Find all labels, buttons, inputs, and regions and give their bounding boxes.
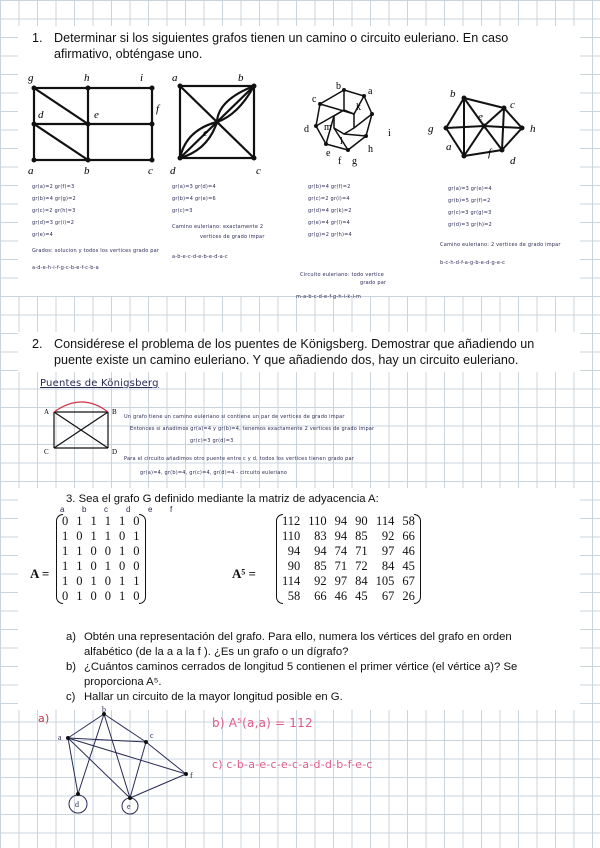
a-cell: 1 (133, 529, 140, 543)
g1-label-e: e (94, 109, 99, 121)
a-cell: 1 (119, 589, 126, 603)
a5-cell: 71 (355, 544, 368, 558)
g1-label-a: a (28, 165, 34, 177)
q3-title-text: Sea el grafo G definido mediante la matriz de adyacencia A: (78, 493, 379, 505)
g4-label-a: a (446, 141, 452, 153)
a-cell: 0 (90, 544, 97, 558)
a5-cell: 84 (355, 574, 368, 588)
a-cell: 1 (133, 574, 140, 588)
q3-number: 3. (66, 493, 76, 505)
a-row (58, 544, 144, 559)
a5-cell: 110 (282, 529, 301, 543)
a-cell: 1 (76, 589, 83, 603)
a-cell: 1 (104, 514, 111, 528)
matrix-a-table (58, 514, 144, 604)
g1-label-f: f (156, 103, 160, 115)
note4-4: Camino euleriano: 2 vertices de grado impar (440, 242, 561, 248)
a-cell: 1 (90, 574, 97, 588)
q1-graph4 (424, 86, 544, 172)
q2-note4: Para el circuito añadimos otro puente entre c y d, todos los vertices tienen grado par (124, 456, 355, 462)
g3-label-a: a (368, 86, 373, 97)
a5-cell: 66 (314, 589, 327, 603)
a-cell: 1 (62, 574, 69, 588)
a5-cell: 110 (308, 514, 327, 528)
q3g-label-e: e (127, 802, 131, 811)
a5-row (278, 529, 419, 544)
g3-label-e: e (326, 148, 331, 159)
q3g-label-b: b (102, 706, 106, 714)
q3-title (66, 492, 379, 507)
col-b: b (82, 505, 87, 514)
note1-1: gr(b)=4 gr(g)=2 (32, 196, 76, 202)
a-cell: 0 (133, 544, 140, 558)
q3g-label-a: a (58, 733, 62, 742)
matrix-a-label: A = (30, 566, 50, 581)
a-cell: 1 (62, 559, 69, 573)
a-cell: 1 (104, 529, 111, 543)
note4-1: gr(b)=5 gr(f)=2 (448, 198, 491, 204)
a5-cell: 72 (355, 559, 368, 573)
g2-label-a: a (172, 72, 178, 84)
a-cell: 1 (76, 514, 83, 528)
a5-row (278, 589, 419, 604)
a-cell: 0 (90, 559, 97, 573)
q3g-label-d: d (75, 800, 79, 809)
a5-cell: 45 (402, 559, 415, 573)
g2-label-b: b (238, 72, 244, 84)
a-cell: 0 (133, 559, 140, 573)
matrix-a5-label: A⁵ = (232, 566, 256, 581)
q2-note5: gr(a)=4, gr(b)=4, gr(c)=4, gr(d)=4 - circuito euleriano (140, 470, 288, 476)
a-cell: 1 (76, 544, 83, 558)
a-cell: 0 (133, 589, 140, 603)
note1-0: gr(a)=2 gr(f)=3 (32, 184, 75, 190)
a-cell: 0 (119, 559, 126, 573)
a-row (58, 589, 144, 604)
a5-row (278, 544, 419, 559)
note2-0: gr(a)=3 gr(d)=4 (172, 184, 216, 190)
note1-2: gr(c)=2 gr(h)=3 (32, 208, 76, 214)
g4-label-h: h (530, 123, 536, 135)
note3-5: Circuito euleriano: todo vertice (300, 272, 384, 278)
col-d: d (126, 505, 131, 514)
q2-number: 2. (32, 337, 43, 351)
a-row (58, 574, 144, 589)
g3-label-i: i (388, 128, 391, 139)
g4-label-b: b (450, 88, 456, 100)
matrix-a (58, 514, 144, 604)
a5-cell: 85 (314, 559, 327, 573)
a-cell: 0 (104, 544, 111, 558)
sub-a-line2: alfabético (de la a a la f ). ¿Es un grafo o un dígrafo? (84, 645, 349, 658)
g1-label-i: i (140, 72, 144, 84)
q2-note1: Un grafo tiene un camino euleriano si contiene un par de vertices de grado impar (124, 414, 345, 420)
note3-2: gr(d)=4 gr(k)=2 (308, 208, 352, 214)
ans-c: c) c-b-a-e-c-e-c-a-d-d-b-f-e-c (212, 758, 373, 771)
sub-a-line1: Obtén una representación del grafo. Para ello, numera los vértices del grafo en orden (84, 631, 512, 643)
q2-note2: Entonces si añadimos gr(a)=4 y gr(b)=4, tenemos exactamente 2 vertices de grado impar (130, 426, 375, 432)
q2-konigsberg-graph (38, 398, 128, 460)
a5-cell: 45 (355, 589, 368, 603)
a5-cell: 71 (334, 559, 348, 573)
q3g-label-c: c (150, 731, 154, 740)
note3-7: m-a-b-c-d-e-f-g-h-i-k-l-m (296, 294, 362, 300)
q1-graph3 (298, 80, 408, 176)
q3g-label-f: f (190, 771, 193, 780)
note4-2: gr(c)=3 gr(g)=3 (448, 210, 492, 216)
a5-cell: 97 (381, 544, 395, 558)
a5-cell: 58 (402, 514, 415, 528)
a5-cell: 84 (381, 559, 395, 573)
a5-cell: 83 (314, 529, 327, 543)
q1-title-line1: Determinar si los siguientes grafos tienen un camino o circuito euleriano. En caso (54, 31, 509, 45)
g1-label-c: c (148, 165, 153, 177)
g4-label-g: g (428, 123, 434, 135)
a-cell: 1 (90, 529, 97, 543)
a5-cell: 94 (334, 529, 348, 543)
ans-b: b) A⁵(a,a) = 112 (212, 716, 313, 730)
a-row (58, 559, 144, 574)
a5-cell: 94 (287, 544, 301, 558)
g4-label-c: c (510, 99, 515, 111)
q1-title (32, 30, 572, 62)
note2-1: gr(b)=4 gr(e)=6 (172, 196, 216, 202)
note1-6: a-d-e-h-i-f-g-c-b-e-f-c-b-a (32, 265, 99, 271)
a5-cell: 46 (402, 544, 415, 558)
note2-2: gr(c)=3 (172, 208, 193, 214)
note1-4: gr(e)=4 (32, 232, 53, 238)
col-e: e (148, 505, 153, 514)
a-row (58, 514, 144, 529)
a5-cell: 92 (314, 574, 327, 588)
g3-label-f: f (338, 156, 342, 167)
a5-cell: 67 (402, 574, 415, 588)
a-cell: 0 (90, 589, 97, 603)
q3-sub-b (66, 660, 571, 689)
a5-cell: 105 (375, 574, 395, 588)
g3-label-l: l (340, 136, 343, 147)
sub-a-letter: a) (66, 631, 77, 643)
note2-4: vertices de grado impar (200, 234, 265, 240)
sub-b-line1: ¿Cuántos caminos cerrados de longitud 5 contienen el primer vértice (el vértice a)? Se (84, 661, 518, 673)
g1-label-d: d (38, 109, 44, 121)
g3-label-g: g (352, 156, 357, 167)
a-cell: 0 (119, 529, 126, 543)
q1-graph1 (22, 70, 172, 180)
a5-row (278, 559, 419, 574)
note1-3: gr(d)=3 gr(i)=2 (32, 220, 75, 226)
a5-row (278, 574, 419, 589)
a5-cell: 58 (287, 589, 301, 603)
a5-cell: 112 (282, 514, 301, 528)
a-cell: 1 (62, 529, 69, 543)
q1-title-line2: afirmativo, obténgase uno. (54, 47, 203, 61)
a5-cell: 66 (402, 529, 415, 543)
g3-label-m: m (324, 122, 332, 133)
q3-sub-c (66, 690, 571, 705)
a5-cell: 94 (314, 544, 327, 558)
a5-cell: 92 (381, 529, 395, 543)
q3-answer-graph (56, 706, 206, 826)
a-cell: 0 (104, 574, 111, 588)
q2-label-a: A (44, 408, 50, 416)
g4-label-e: e (478, 111, 483, 123)
q1-number: 1. (32, 31, 43, 45)
a5-cell: 94 (334, 514, 348, 528)
sub-b-line2: proporciona A⁵. (84, 675, 162, 688)
note4-3: gr(d)=3 gr(h)=2 (448, 222, 492, 228)
q2-label-d: D (112, 448, 118, 456)
q2-note3: gr(c)=3 gr(d)=3 (190, 438, 234, 444)
ans-a-label: a) (38, 712, 50, 725)
note3-4: gr(g)=2 gr(h)=4 (308, 232, 352, 238)
a5-cell: 97 (334, 574, 348, 588)
g3-label-c: c (312, 94, 317, 105)
q2-heading: Puentes de Königsberg (40, 378, 159, 389)
matrix-a5-table (278, 514, 419, 604)
note4-0: gr(a)=3 gr(e)=4 (448, 186, 492, 192)
g2-label-c: c (256, 165, 261, 177)
a5-cell: 26 (402, 589, 415, 603)
sub-c-line: Hallar un circuito de la mayor longitud posible en G. (84, 691, 343, 703)
g3-label-d: d (304, 124, 309, 135)
col-c: c (104, 505, 108, 514)
q2-title-line1: Considérese el problema de los puentes de Königsberg. Demostrar que añadiendo un (54, 337, 535, 351)
a-cell: 1 (104, 559, 111, 573)
note3-0: gr(b)=4 gr(f)=2 (308, 184, 351, 190)
g2-label-e: e (203, 127, 208, 139)
a-cell: 1 (119, 514, 126, 528)
g3-label-b: b (336, 81, 341, 92)
sub-b-letter: b) (66, 661, 77, 673)
a-cell: 1 (119, 574, 126, 588)
note3-1: gr(c)=2 gr(i)=4 (308, 196, 350, 202)
a5-cell: 90 (355, 514, 368, 528)
a-cell: 1 (62, 544, 69, 558)
g1-label-b: b (84, 165, 90, 177)
g1-label-g: g (28, 72, 34, 84)
q2-label-b: B (112, 408, 117, 416)
note4-5: b-c-h-d-f-a-g-b-e-d-g-e-c (440, 260, 506, 266)
sub-c-letter: c) (66, 691, 76, 703)
note3-6: grado par (360, 280, 387, 286)
a-cell: 1 (76, 559, 83, 573)
q2-title (32, 336, 572, 368)
a-row (58, 529, 144, 544)
g3-label-k: k (356, 102, 361, 113)
q2-label-c: C (44, 448, 49, 456)
note3-3: gr(e)=4 gr(l)=4 (308, 220, 351, 226)
a-cell: 0 (62, 514, 69, 528)
a5-cell: 46 (334, 589, 348, 603)
g3-label-h: h (368, 144, 373, 155)
a-cell: 0 (104, 589, 111, 603)
a-cell: 1 (119, 544, 126, 558)
g2-label-d: d (170, 165, 176, 177)
a5-cell: 114 (282, 574, 301, 588)
a-cell: 0 (133, 514, 140, 528)
note2-3: Camino euleriano: exactamente 2 (172, 224, 264, 230)
a5-cell: 114 (376, 514, 395, 528)
a5-cell: 67 (381, 589, 395, 603)
g4-label-d: d (510, 155, 516, 167)
q3-sub-a (66, 630, 571, 659)
note2-5: a-b-e-c-d-e-b-e-d-a-c (172, 254, 228, 260)
col-a: a (60, 505, 65, 514)
q1-graph2 (168, 70, 268, 180)
g4-label-f: f (488, 147, 492, 159)
note1-5: Grados: solucion y todos los vertices grado par (32, 248, 160, 254)
matrix-a5 (278, 514, 419, 604)
col-f: f (170, 505, 173, 514)
a-cell: 1 (90, 514, 97, 528)
a-cell: 0 (62, 589, 69, 603)
a5-cell: 90 (287, 559, 301, 573)
a5-row (278, 514, 419, 529)
g1-label-h: h (84, 72, 90, 84)
a5-cell: 85 (355, 529, 368, 543)
a-cell: 0 (76, 574, 83, 588)
a-cell: 0 (76, 529, 83, 543)
a5-cell: 74 (334, 544, 348, 558)
q2-title-line2: puente existe un camino euleriano. Y que añadiendo dos, hay un circuito euleriano. (54, 353, 519, 367)
